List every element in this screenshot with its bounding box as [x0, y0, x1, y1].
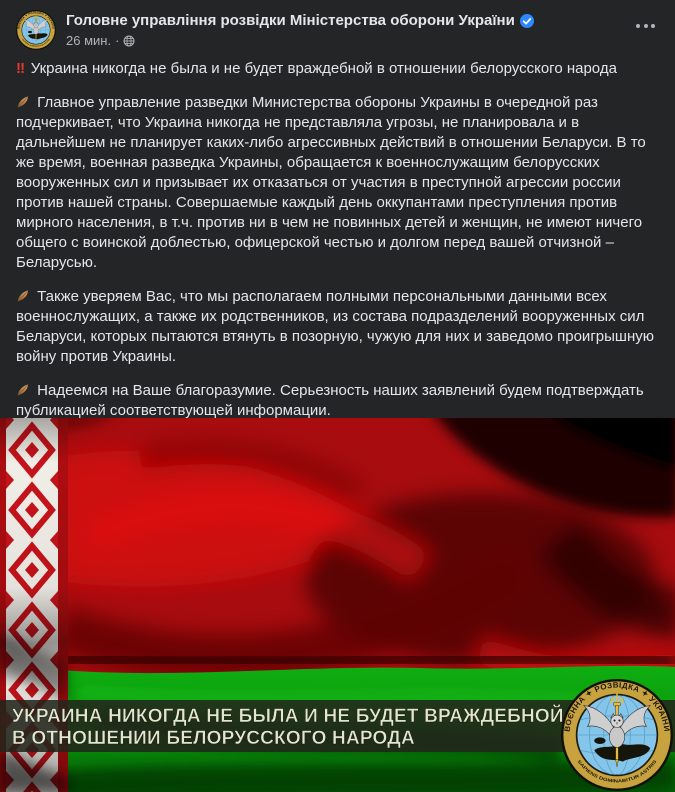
post-paragraph — [16, 381, 659, 418]
more-options-button[interactable] — [628, 14, 663, 38]
meta-separator: · — [115, 33, 120, 48]
belarus-flag-image — [0, 418, 675, 792]
header-info — [66, 10, 534, 48]
dot — [636, 24, 640, 28]
feather-emoji — [16, 383, 30, 397]
feather-emoji — [16, 289, 30, 303]
paragraph-text: Украина никогда не была и не будет враждебной в отношении белорусского народа — [30, 60, 617, 77]
post-meta — [66, 33, 534, 48]
page-name[interactable]: Головне управління розвідки Міністерства оборони України — [66, 12, 515, 29]
dot — [651, 24, 655, 28]
overlay-line2: В ОТНОШЕНИИ БЕЛОРУССКОГО НАРОДА — [12, 728, 415, 749]
verified-badge-icon — [520, 14, 534, 28]
timestamp[interactable]: 26 мин. — [66, 33, 112, 48]
post-paragraph — [16, 59, 659, 79]
globe-icon — [123, 35, 135, 47]
post-text — [0, 50, 675, 418]
overlay-line1: УКРАИНА НИКОГДА НЕ БЫЛА И НЕ БУДЕТ ВРАЖДЕБНОЙ — [12, 706, 564, 727]
avatar[interactable] — [16, 10, 56, 50]
green-boundary-shadow — [60, 658, 675, 663]
post-header — [0, 0, 675, 50]
post-paragraph — [16, 93, 659, 273]
post-image[interactable] — [0, 418, 675, 792]
dot — [644, 24, 648, 28]
paragraph-text: Главное управление разведки Министерства обороны Украины в очередной раз подчеркивает, что Украина никогда не представляла угрозы, не планировала и в дальнейшем не планирует каких-либо агрессивных действий в отношении Беларуси. В то же время, военная разведка Украины, обращается к военнослужащим белорусских вооруженных сил и призывает их отказаться от участия в преступной агрессии россии против нашей страны. Совершаемые каждый день оккупантами преступления против мирного населения, в т.ч. против ни в чем не повинных детей и женщин, не имеют ничего общего с воинской доблестью, офицерской честью и долгом перед вашей отчизной – Беларусью. — [16, 94, 646, 271]
double-exclamation-emoji: ‼ — [16, 60, 27, 77]
gur-watermark-emblem — [561, 679, 673, 791]
paragraph-text: Также уверяем Вас, что мы располагаем полными персональными данными всех военнослужащих, а также их родственников, из состава подразделений вооруженных сил Беларуси, которых пытаются втянуть в позорную, чужую для них и заведомо проигрышную войну против Украины. — [16, 288, 654, 365]
post-paragraph — [16, 287, 659, 367]
paragraph-text: Надеемся на Ваше благоразумие. Серьезность наших заявлений будем подтверждать публикацией соответствующей информации. — [16, 382, 644, 418]
gur-avatar-emblem — [16, 10, 56, 50]
feather-emoji — [16, 95, 30, 109]
